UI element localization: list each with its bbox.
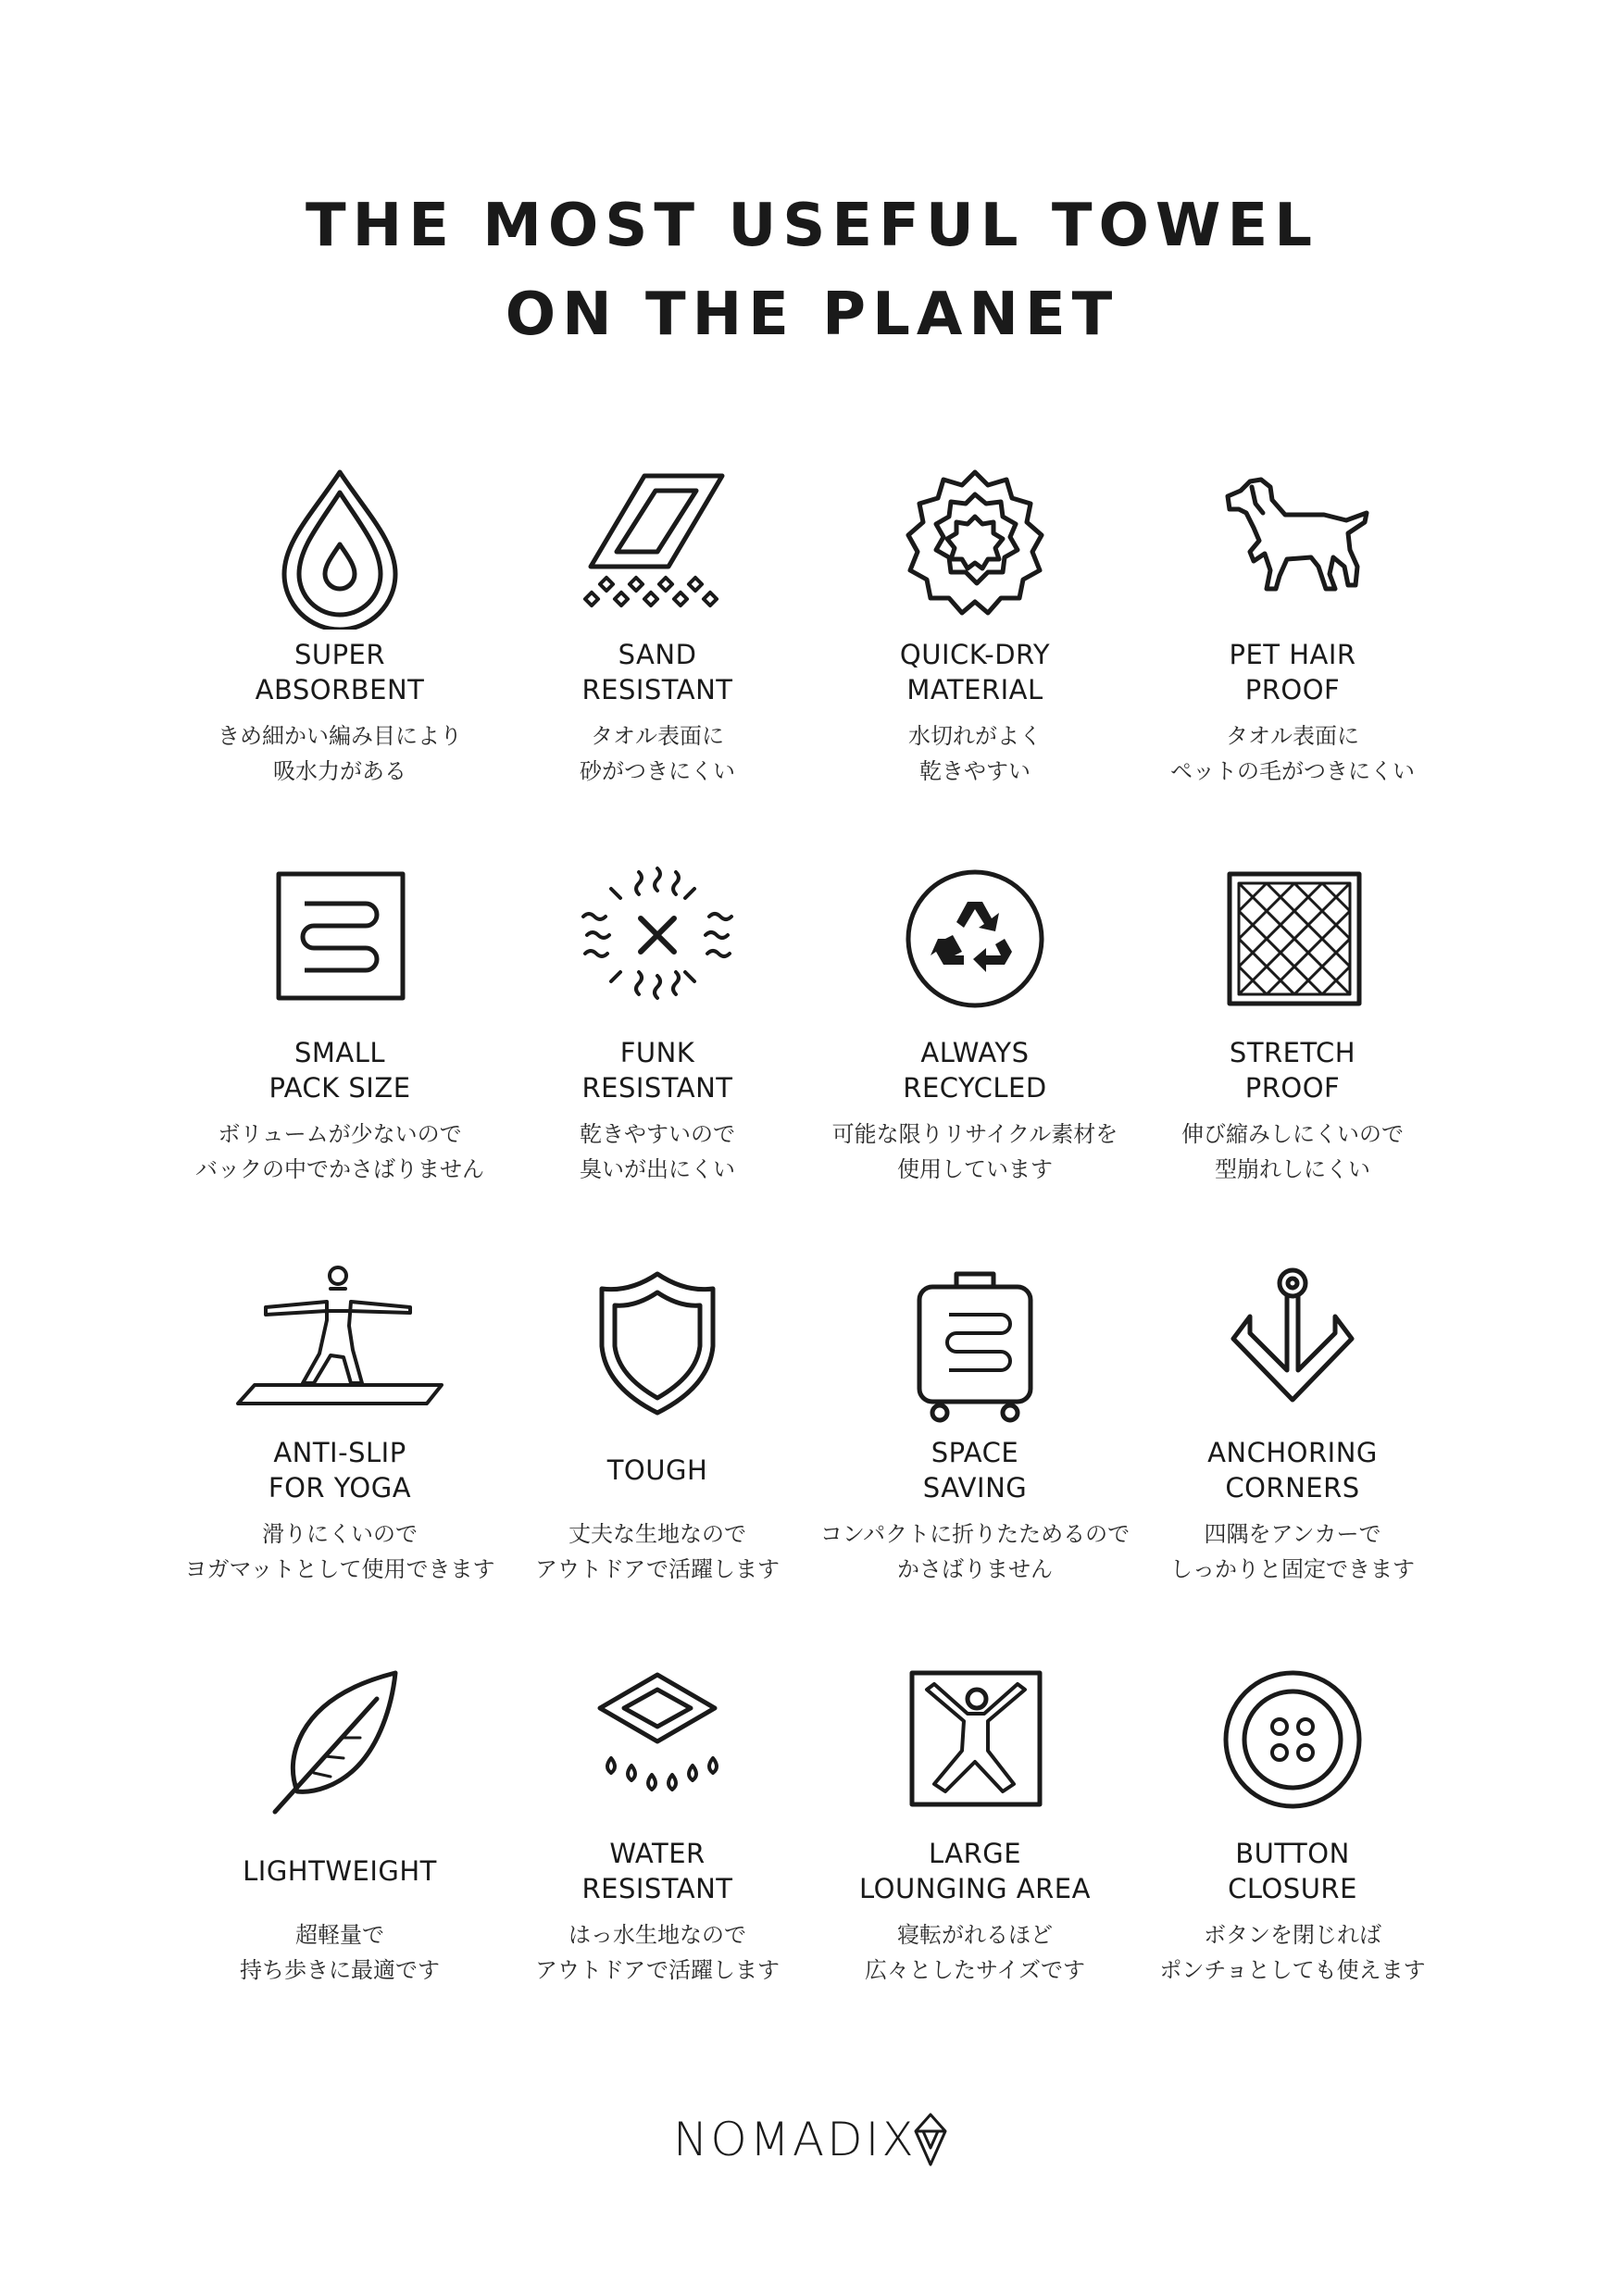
feature-description: タオル表面に ペットの毛がつきにくい bbox=[1170, 723, 1415, 784]
feather-icon bbox=[256, 1662, 423, 1828]
feature-label: TOUGH bbox=[606, 1454, 708, 1486]
feature-description: 滑りにくいので ヨガマットとして使用できます bbox=[184, 1521, 495, 1582]
feature-label: QUICK-DRY MATERIAL bbox=[899, 639, 1051, 705]
feature-label: SMALL PACK SIZE bbox=[269, 1037, 411, 1104]
brand-name: NOMADIX bbox=[673, 2113, 917, 2166]
recycle-icon bbox=[892, 861, 1058, 1028]
feature-label: SUPER ABSORBENT bbox=[255, 639, 425, 705]
lounging-person-icon bbox=[892, 1662, 1058, 1828]
brand-logo bbox=[673, 2109, 951, 2174]
feature-label: WATER RESISTANT bbox=[581, 1838, 733, 1904]
feature-description: ボリュームが少ないので バックの中でかさばりません bbox=[195, 1121, 484, 1182]
funk-resistant-icon bbox=[574, 861, 741, 1028]
title-line-1: THE MOST USEFUL TOWEL bbox=[305, 192, 1319, 260]
feature-description: 丈夫な生地なので アウトドアで活躍します bbox=[535, 1521, 780, 1582]
feature-label: FUNK RESISTANT bbox=[581, 1037, 733, 1104]
feature-description: 寝転がれるほど 広々としたサイズです bbox=[864, 1922, 1086, 1983]
feature-description: 可能な限りリサイクル素材を 使用しています bbox=[831, 1121, 1118, 1182]
feature-label: SAND RESISTANT bbox=[581, 639, 733, 705]
anchor-icon bbox=[1209, 1261, 1376, 1428]
crosshatch-grid-icon bbox=[1209, 861, 1376, 1028]
water-resistant-icon bbox=[574, 1662, 741, 1828]
feature-description: きめ細かい編み目により 吸水力がある bbox=[218, 723, 462, 784]
feature-description: コンパクトに折りたためるので かさばりません bbox=[819, 1521, 1131, 1582]
dog-icon bbox=[1209, 463, 1376, 630]
water-drop-icon bbox=[256, 463, 423, 630]
feature-description: 伸び縮みしにくいので 型崩れしにくい bbox=[1181, 1121, 1404, 1182]
button-icon bbox=[1209, 1662, 1376, 1828]
feature-label: LIGHTWEIGHT bbox=[243, 1855, 437, 1887]
feature-description: 水切れがよく 乾きやすい bbox=[908, 723, 1042, 784]
feature-label: BUTTON CLOSURE bbox=[1228, 1838, 1357, 1904]
feature-label: STRETCH PROOF bbox=[1229, 1037, 1356, 1104]
quick-dry-flower-icon bbox=[892, 463, 1058, 630]
feature-description: 乾きやすいので 臭いが出にくい bbox=[580, 1121, 735, 1182]
feature-label: ANTI-SLIP FOR YOGA bbox=[268, 1437, 412, 1504]
yoga-pose-icon bbox=[229, 1261, 451, 1428]
nomadix-diamond-logo-icon bbox=[912, 2111, 949, 2170]
feature-description: はっ水生地なので アウトドアで活躍します bbox=[535, 1922, 780, 1983]
feature-description: タオル表面に 砂がつきにくい bbox=[580, 723, 735, 784]
feature-label: ALWAYS RECYCLED bbox=[903, 1037, 1047, 1104]
feature-description: ボタンを閉じれば ポンチョとしても使えます bbox=[1159, 1922, 1426, 1983]
title-line-2: ON THE PLANET bbox=[505, 281, 1119, 349]
feature-label: ANCHORING CORNERS bbox=[1207, 1437, 1378, 1504]
folded-towel-icon bbox=[256, 861, 423, 1028]
feature-label: LARGE LOUNGING AREA bbox=[859, 1838, 1091, 1904]
feature-label: PET HAIR PROOF bbox=[1229, 639, 1356, 705]
shield-icon bbox=[574, 1261, 741, 1428]
feature-label: SPACE SAVING bbox=[922, 1437, 1028, 1504]
feature-description: 超軽量で 持ち歩きに最適です bbox=[240, 1922, 440, 1983]
sand-resistant-icon bbox=[574, 463, 741, 630]
suitcase-icon bbox=[892, 1261, 1058, 1428]
feature-description: 四隅をアンカーで しっかりと固定できます bbox=[1170, 1521, 1415, 1582]
